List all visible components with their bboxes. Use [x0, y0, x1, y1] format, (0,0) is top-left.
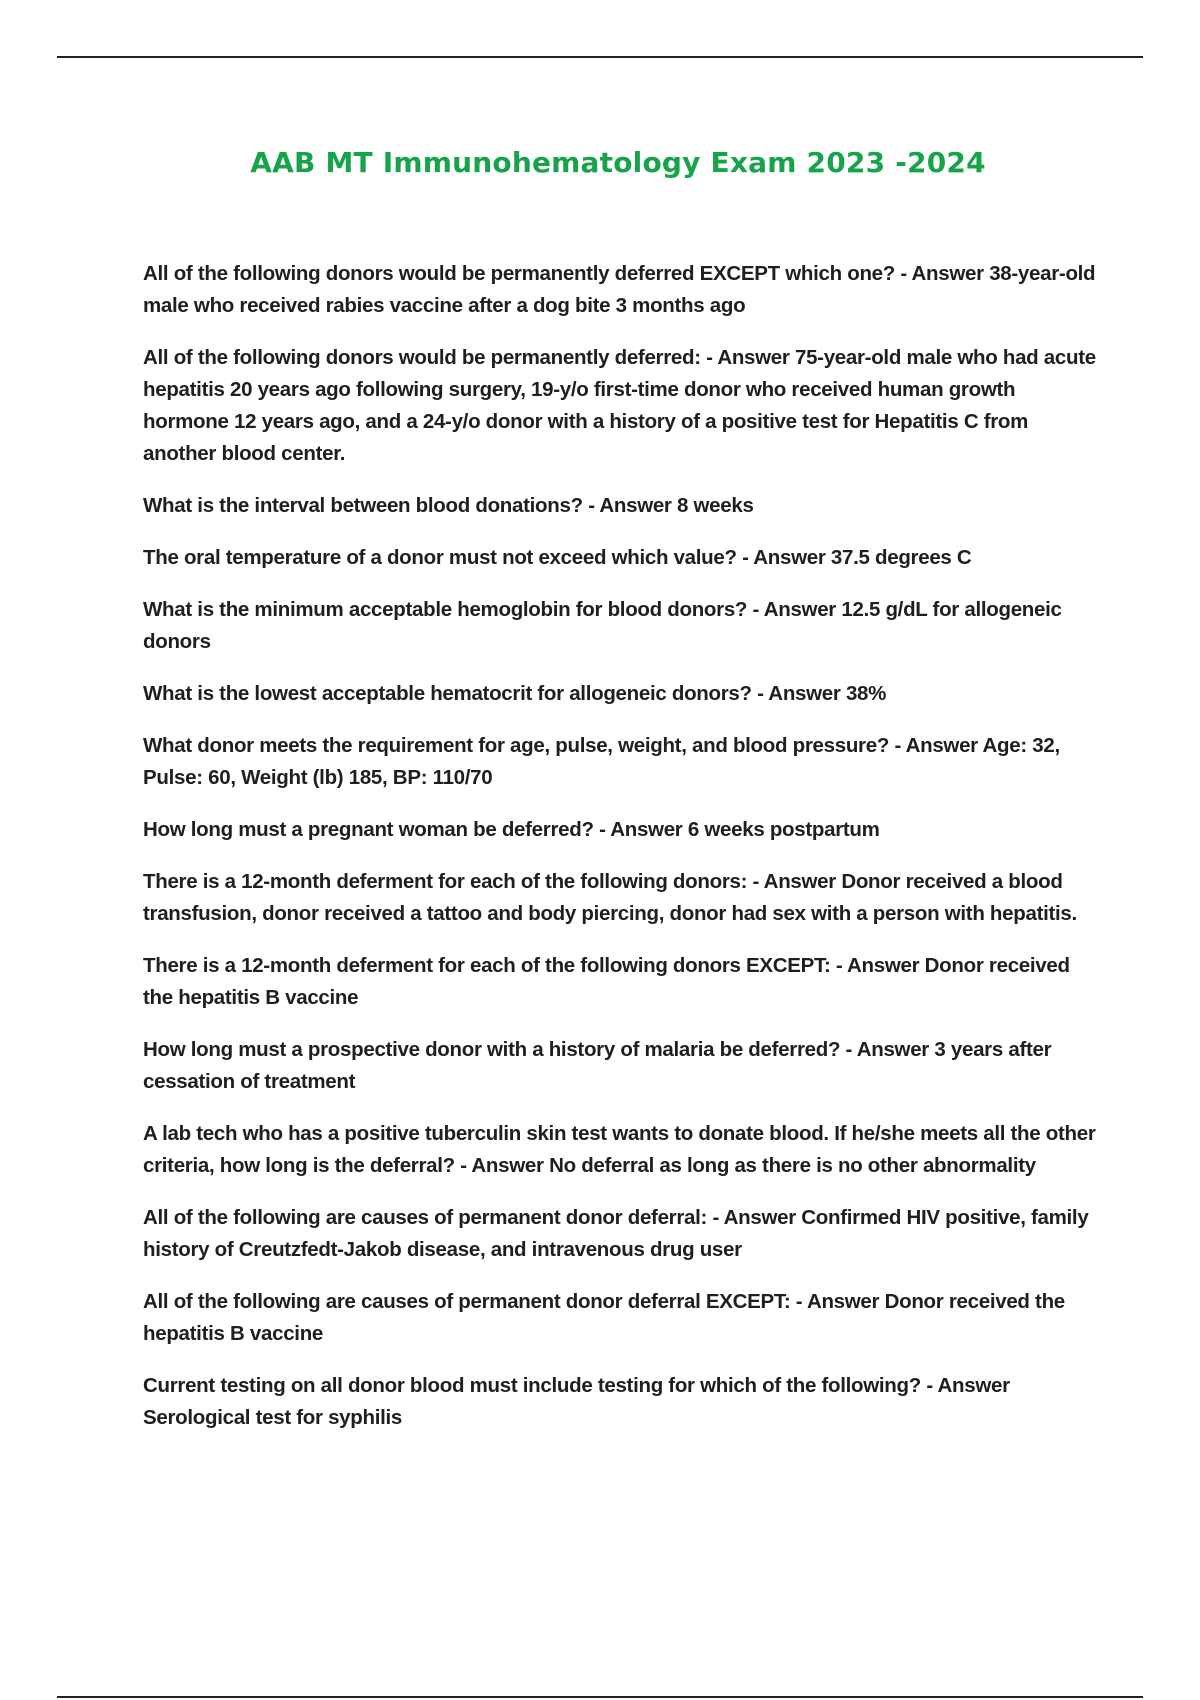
qa-item: There is a 12-month deferment for each of the following donors EXCEPT: - Answer Donor received the hepatitis B vaccine	[143, 954, 1070, 1009]
qa-item: What is the lowest acceptable hematocrit for allogeneic donors? - Answer 38%	[143, 682, 887, 705]
bottom-divider	[57, 1696, 1143, 1698]
qa-item: What is the interval between blood donations? - Answer 8 weeks	[143, 494, 754, 517]
qa-item: How long must a prospective donor with a history of malaria be deferred? - Answer 3 years after cessation of treatment	[143, 1038, 1052, 1093]
qa-item: A lab tech who has a positive tuberculin skin test wants to donate blood. If he/she meets all the other criteria, how long is the deferral? - Answer No deferral as long as there is no other abnormality	[143, 1122, 1096, 1177]
qa-item: The oral temperature of a donor must not exceed which value? - Answer 37.5 degrees C	[143, 546, 972, 569]
qa-list	[143, 258, 1103, 1454]
qa-item: What is the minimum acceptable hemoglobin for blood donors? - Answer 12.5 g/dL for allogeneic donors	[143, 598, 1062, 653]
qa-item: All of the following donors would be permanently deferred: - Answer 75-year-old male who had acute hepatitis 20 years ago following surgery, 19-y/o first-time donor who received human growth hormone 12 years ago, and a 24-y/o donor with a history of a positive test for Hepatitis C from another blood center.	[143, 346, 1096, 465]
qa-item: All of the following donors would be permanently deferred EXCEPT which one? - Answer 38-year-old male who received rabies vaccine after a dog bite 3 months ago	[143, 262, 1096, 317]
qa-item: How long must a pregnant woman be deferred? - Answer 6 weeks postpartum	[143, 818, 880, 841]
qa-item: What donor meets the requirement for age, pulse, weight, and blood pressure? - Answer Age: 32, Pulse: 60, Weight (lb) 185, BP: 110/70	[143, 734, 1060, 789]
qa-item: All of the following are causes of permanent donor deferral: - Answer Confirmed HIV positive, family history of Creutzfedt-Jakob disease, and intravenous drug user	[143, 1206, 1089, 1261]
qa-item: There is a 12-month deferment for each of the following donors: - Answer Donor received a blood transfusion, donor received a tattoo and body piercing, donor had sex with a person with hepatitis.	[143, 870, 1077, 925]
document-title: AAB MT Immunohematology Exam 2023 -2024	[250, 146, 986, 179]
top-divider	[57, 56, 1143, 58]
qa-item: All of the following are causes of permanent donor deferral EXCEPT: - Answer Donor received the hepatitis B vaccine	[143, 1290, 1065, 1345]
qa-item: Current testing on all donor blood must include testing for which of the following? - Answer Serological test for syphilis	[143, 1374, 1010, 1429]
